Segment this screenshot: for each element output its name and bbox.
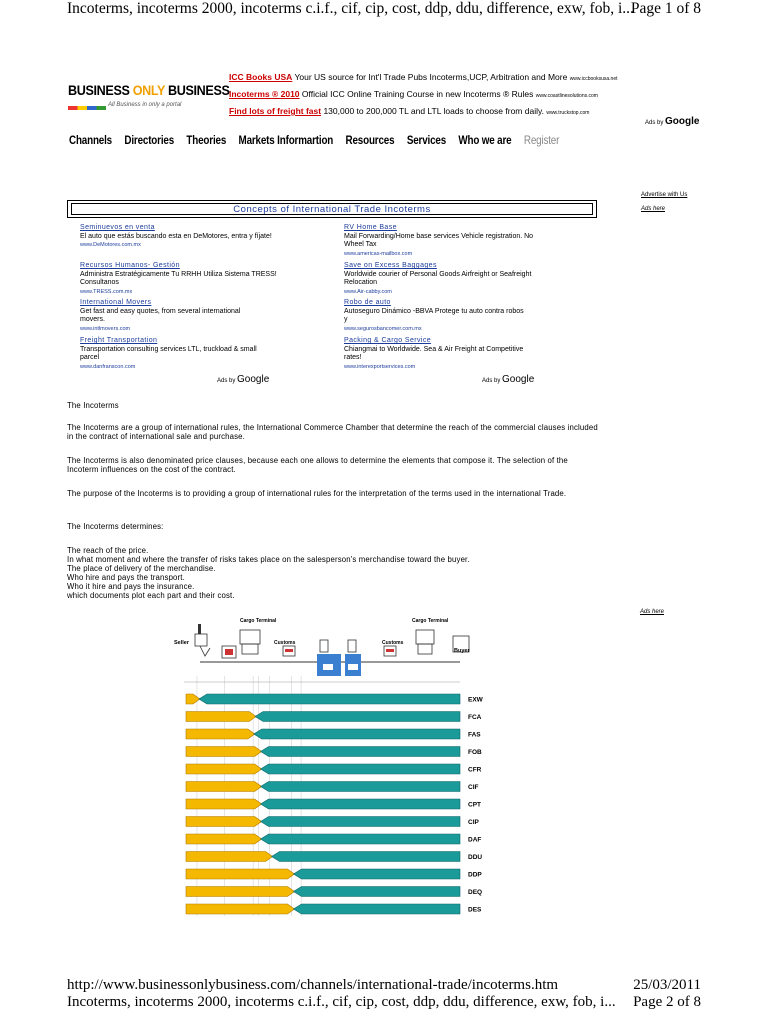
ads-by-google-right[interactable]: Ads by Google	[482, 374, 535, 385]
main-nav	[69, 133, 569, 147]
incoterm-row-fob	[186, 747, 482, 757]
incoterm-label: EXW	[468, 696, 483, 704]
list-item: The place of delivery of the merchandise.	[67, 564, 216, 573]
nav-item-register[interactable]: Register	[523, 133, 560, 147]
seller-risk-bar	[186, 782, 262, 792]
incoterm-row-des	[186, 904, 482, 914]
buyer-risk-bar	[261, 799, 460, 809]
ad-title[interactable]: Robo de auto	[344, 299, 391, 306]
article-paragraph-3: The purpose of the Incoterms is to providing a group of international rules for the interpretation of the terms used in the international Trade.	[67, 489, 567, 498]
ad-desc: Worldwide courier of Personal Goods Airfreight or Seafreight Relocation	[344, 270, 532, 286]
list-item: Who hire and pays the transport.	[67, 573, 185, 582]
incoterm-label: DDP	[468, 871, 482, 879]
buyer-risk-bar	[261, 817, 460, 827]
buyer-risk-bar	[261, 747, 460, 757]
customs-icon-2	[382, 640, 404, 656]
ad-desc: Administra Estratégicamente Tu RRHH Utiliza Sistema TRESS! Consultanos	[80, 270, 277, 286]
ads-here-link-top[interactable]: Ads here	[641, 206, 666, 212]
ad-title[interactable]: International Movers	[80, 299, 152, 306]
incoterm-row-cfr	[186, 764, 482, 774]
article-paragraph-1: The Incoterms are a group of international rules, the International Commerce Chamber that determine the reach of the commercial clauses included in the contract of international sale and purchase.	[67, 423, 598, 441]
ad-block[interactable]	[344, 262, 594, 296]
incoterm-label: CPT	[468, 801, 481, 809]
ads-by-google-top[interactable]: Ads by Google	[645, 116, 700, 127]
incoterm-row-cip	[186, 817, 480, 827]
nav-item-channels[interactable]: Channels	[69, 133, 112, 147]
top-ad-2: Incoterms ® 2010 Official ICC Online Training Course in new Incoterms ® Rules www.coastlinesolutions.com	[229, 89, 598, 99]
seller-risk-bar	[186, 764, 262, 774]
buyer-risk-bar	[261, 764, 460, 774]
incoterm-row-cif	[186, 782, 479, 792]
list-item: The reach of the price.	[67, 546, 149, 555]
seller-risk-bar	[186, 747, 262, 757]
ad-block[interactable]	[80, 299, 330, 333]
ad-block[interactable]	[344, 224, 594, 258]
incoterm-label: CIP	[468, 819, 479, 826]
buyer-risk-bar	[261, 834, 460, 844]
logo-tagline: All Business in only a portal	[108, 102, 182, 108]
customs-label-1: Customs	[274, 640, 296, 646]
buyer-risk-bar	[293, 904, 460, 914]
top-ad-link[interactable]: ICC Books USA	[229, 72, 293, 82]
seller-risk-bar	[186, 799, 262, 809]
seller-risk-bar	[186, 694, 200, 704]
ad-url[interactable]: www.segurosbancomer.com.mx	[344, 325, 422, 332]
ad-desc: Autoseguro Dinámico -BBVA Protege tu auto contra robos y	[344, 307, 524, 323]
ad-url[interactable]: www.intlmovers.com	[80, 325, 131, 332]
ad-block[interactable]	[80, 337, 330, 371]
advertise-with-us-link[interactable]: Advertise with Us	[641, 192, 688, 198]
concepts-title-box	[67, 200, 597, 218]
print-header	[67, 0, 701, 18]
incoterm-label: DDU	[468, 854, 483, 861]
ad-title[interactable]: Freight Transportation	[80, 337, 158, 344]
truck-icon	[222, 646, 236, 658]
site-logo[interactable]	[68, 82, 248, 108]
incoterm-row-cpt	[186, 799, 481, 809]
top-ad-3: Find lots of freight fast 130,000 to 200,000 TL and LTL loads to choose from daily. www.truckstop.com	[229, 106, 590, 116]
customs-icon-1	[274, 640, 296, 656]
nav-item-directories[interactable]: Directories	[124, 133, 175, 147]
logo-color-bar	[68, 106, 106, 110]
seller-risk-bar	[186, 712, 256, 722]
list-item: Who it hire and pays the insurance.	[67, 582, 195, 591]
seller-risk-bar	[186, 904, 294, 914]
seller-label: Seller	[174, 640, 189, 646]
incoterm-label: FAS	[468, 731, 481, 739]
ad-block[interactable]	[80, 262, 330, 296]
ad-url[interactable]: www.americas-mailbox.com	[344, 250, 413, 257]
incoterm-label: FCA	[468, 714, 482, 721]
incoterm-row-fca	[186, 712, 482, 722]
nav-item-resources[interactable]: Resources	[345, 133, 395, 147]
ad-desc: Mail Forwarding/Home base services Vehicle registration. No Wheel Tax	[344, 232, 534, 248]
seller-risk-bar	[186, 869, 294, 879]
incoterm-row-fas	[186, 729, 481, 739]
incoterm-label: CFR	[468, 766, 482, 774]
ads-here-link-bottom[interactable]: Ads here	[640, 609, 665, 615]
nav-item-services[interactable]: Services	[406, 133, 447, 147]
top-ad-1: ICC Books USA Your US source for Int'l Trade Pubs Incoterms,UCP, Arbitration and More www.iccbooksusa.net	[229, 72, 618, 82]
incoterm-label: FOB	[468, 749, 482, 756]
ad-block[interactable]	[80, 224, 330, 250]
list-item: which documents plot each part and their cost.	[67, 591, 235, 600]
nav-item-theories[interactable]: Theories	[186, 133, 227, 147]
incoterm-row-deq	[186, 887, 482, 897]
incoterm-row-daf	[186, 834, 481, 844]
incoterm-label: DEQ	[468, 889, 483, 896]
incoterm-row-exw	[186, 694, 484, 704]
diagram-scene	[174, 618, 470, 682]
ad-title[interactable]: Recursos Humanos- Gestión	[80, 262, 180, 269]
incoterm-bars	[186, 676, 484, 916]
ad-block[interactable]	[344, 337, 594, 371]
buyer-risk-bar	[293, 869, 460, 879]
cargo-terminal-icon-2	[412, 618, 449, 654]
ad-url[interactable]: www.TRESS.com.mx	[80, 288, 133, 295]
incoterm-row-ddu	[186, 852, 482, 862]
ad-title[interactable]: RV Home Base	[344, 224, 397, 231]
buyer-risk-bar	[255, 712, 460, 722]
buyer-risk-bar	[254, 729, 460, 739]
seller-risk-bar	[186, 729, 255, 739]
seller-risk-bar	[186, 817, 262, 827]
incoterm-label: DES	[468, 906, 482, 914]
print-header-title: Incoterms, incoterms 2000, incoterms c.i.f., cif, cip, cost, ddp, ddu, difference, exw, fob, i...	[67, 0, 634, 17]
print-footer-url[interactable]: http://www.businessonlybusiness.com/channels/international-trade/incoterms.htm	[67, 977, 559, 993]
ad-block[interactable]	[344, 299, 594, 333]
top-ad-link[interactable]: Find lots of freight fast	[229, 106, 322, 116]
ad-title[interactable]: Save on Excess Baggages	[344, 262, 437, 269]
logo-wordmark: BUSINESS ONLY BUSINESS	[68, 82, 230, 98]
ad-title[interactable]: Seminuevos en venta	[80, 224, 155, 231]
article-determines: The Incoterms determines:	[67, 522, 164, 531]
buyer-risk-bar	[199, 694, 460, 704]
incoterm-label: CIF	[468, 784, 479, 791]
cargo-terminal-label-2: Cargo Terminal	[412, 618, 449, 624]
determines-list	[67, 546, 599, 600]
buyer-risk-bar	[272, 852, 460, 862]
article-paragraph-2: The Incoterms is also denominated price clauses, because each one allows to determine the elements that compose it. The selection of the Incoterm influences on the cost of the contract.	[67, 456, 568, 474]
seller-risk-bar	[186, 887, 294, 897]
ad-url[interactable]: www.interexportservices.com	[344, 363, 416, 370]
ad-desc: Get fast and easy quotes, from several international movers.	[80, 307, 241, 323]
ad-url[interactable]: www.Air-cabby.com	[344, 288, 392, 295]
ad-url[interactable]: www.DeMotores.com.mx	[80, 242, 141, 248]
port-icon	[317, 640, 361, 676]
print-footer-line-1	[67, 977, 701, 994]
top-ad-link[interactable]: Incoterms ® 2010	[229, 89, 300, 99]
ad-desc: Transportation consulting services LTL, truckload & small parcel	[80, 345, 257, 361]
print-footer-date: 25/03/2011	[633, 977, 701, 993]
seller-risk-bar	[186, 834, 262, 844]
list-item: In what moment and where the transfer of risks takes place on the salesperson's merchandise toward the buyer.	[67, 555, 470, 564]
buyer-label: Buyer	[454, 648, 470, 654]
cargo-terminal-label-1: Cargo Terminal	[240, 618, 277, 624]
nav-item-who-we-are[interactable]: Who we are	[458, 133, 512, 147]
nav-item-markets[interactable]: Markets Informartion	[238, 133, 334, 147]
buyer-risk-bar	[261, 782, 460, 792]
customs-label-2: Customs	[382, 640, 404, 646]
ad-title[interactable]: Packing & Cargo Service	[344, 337, 432, 344]
ads-by-google-left[interactable]: Ads by Google	[217, 374, 270, 385]
print-footer-title: Incoterms, incoterms 2000, incoterms c.i.f., cif, cip, cost, ddp, ddu, difference, exw, fob, i...	[67, 994, 616, 1010]
article-heading: The Incoterms	[67, 401, 119, 410]
top-text-ads	[229, 70, 618, 121]
incoterms-diagram	[170, 616, 500, 916]
incoterm-label: DAF	[468, 836, 482, 844]
seller-risk-bar	[186, 852, 273, 862]
buyer-building-icon	[453, 636, 470, 654]
ad-desc: El auto que estás buscando esta en DeMotores, entra y fíjate!	[80, 232, 272, 240]
print-footer-page: Page 2 of 8	[633, 994, 701, 1010]
print-header-page: Page 1 of 8	[630, 0, 701, 17]
print-footer-line-2	[67, 994, 701, 1011]
factory-icon	[195, 624, 210, 656]
cargo-terminal-icon	[240, 618, 277, 654]
ad-url[interactable]: www.danfranscon.com	[80, 363, 136, 370]
incoterm-row-ddp	[186, 869, 482, 879]
ad-desc: Chiangmai to Worldwide. Sea & Air Freight at Competitive rates!	[344, 345, 524, 361]
concepts-title: Concepts of International Trade Incoterms	[71, 203, 593, 215]
buyer-risk-bar	[293, 887, 460, 897]
